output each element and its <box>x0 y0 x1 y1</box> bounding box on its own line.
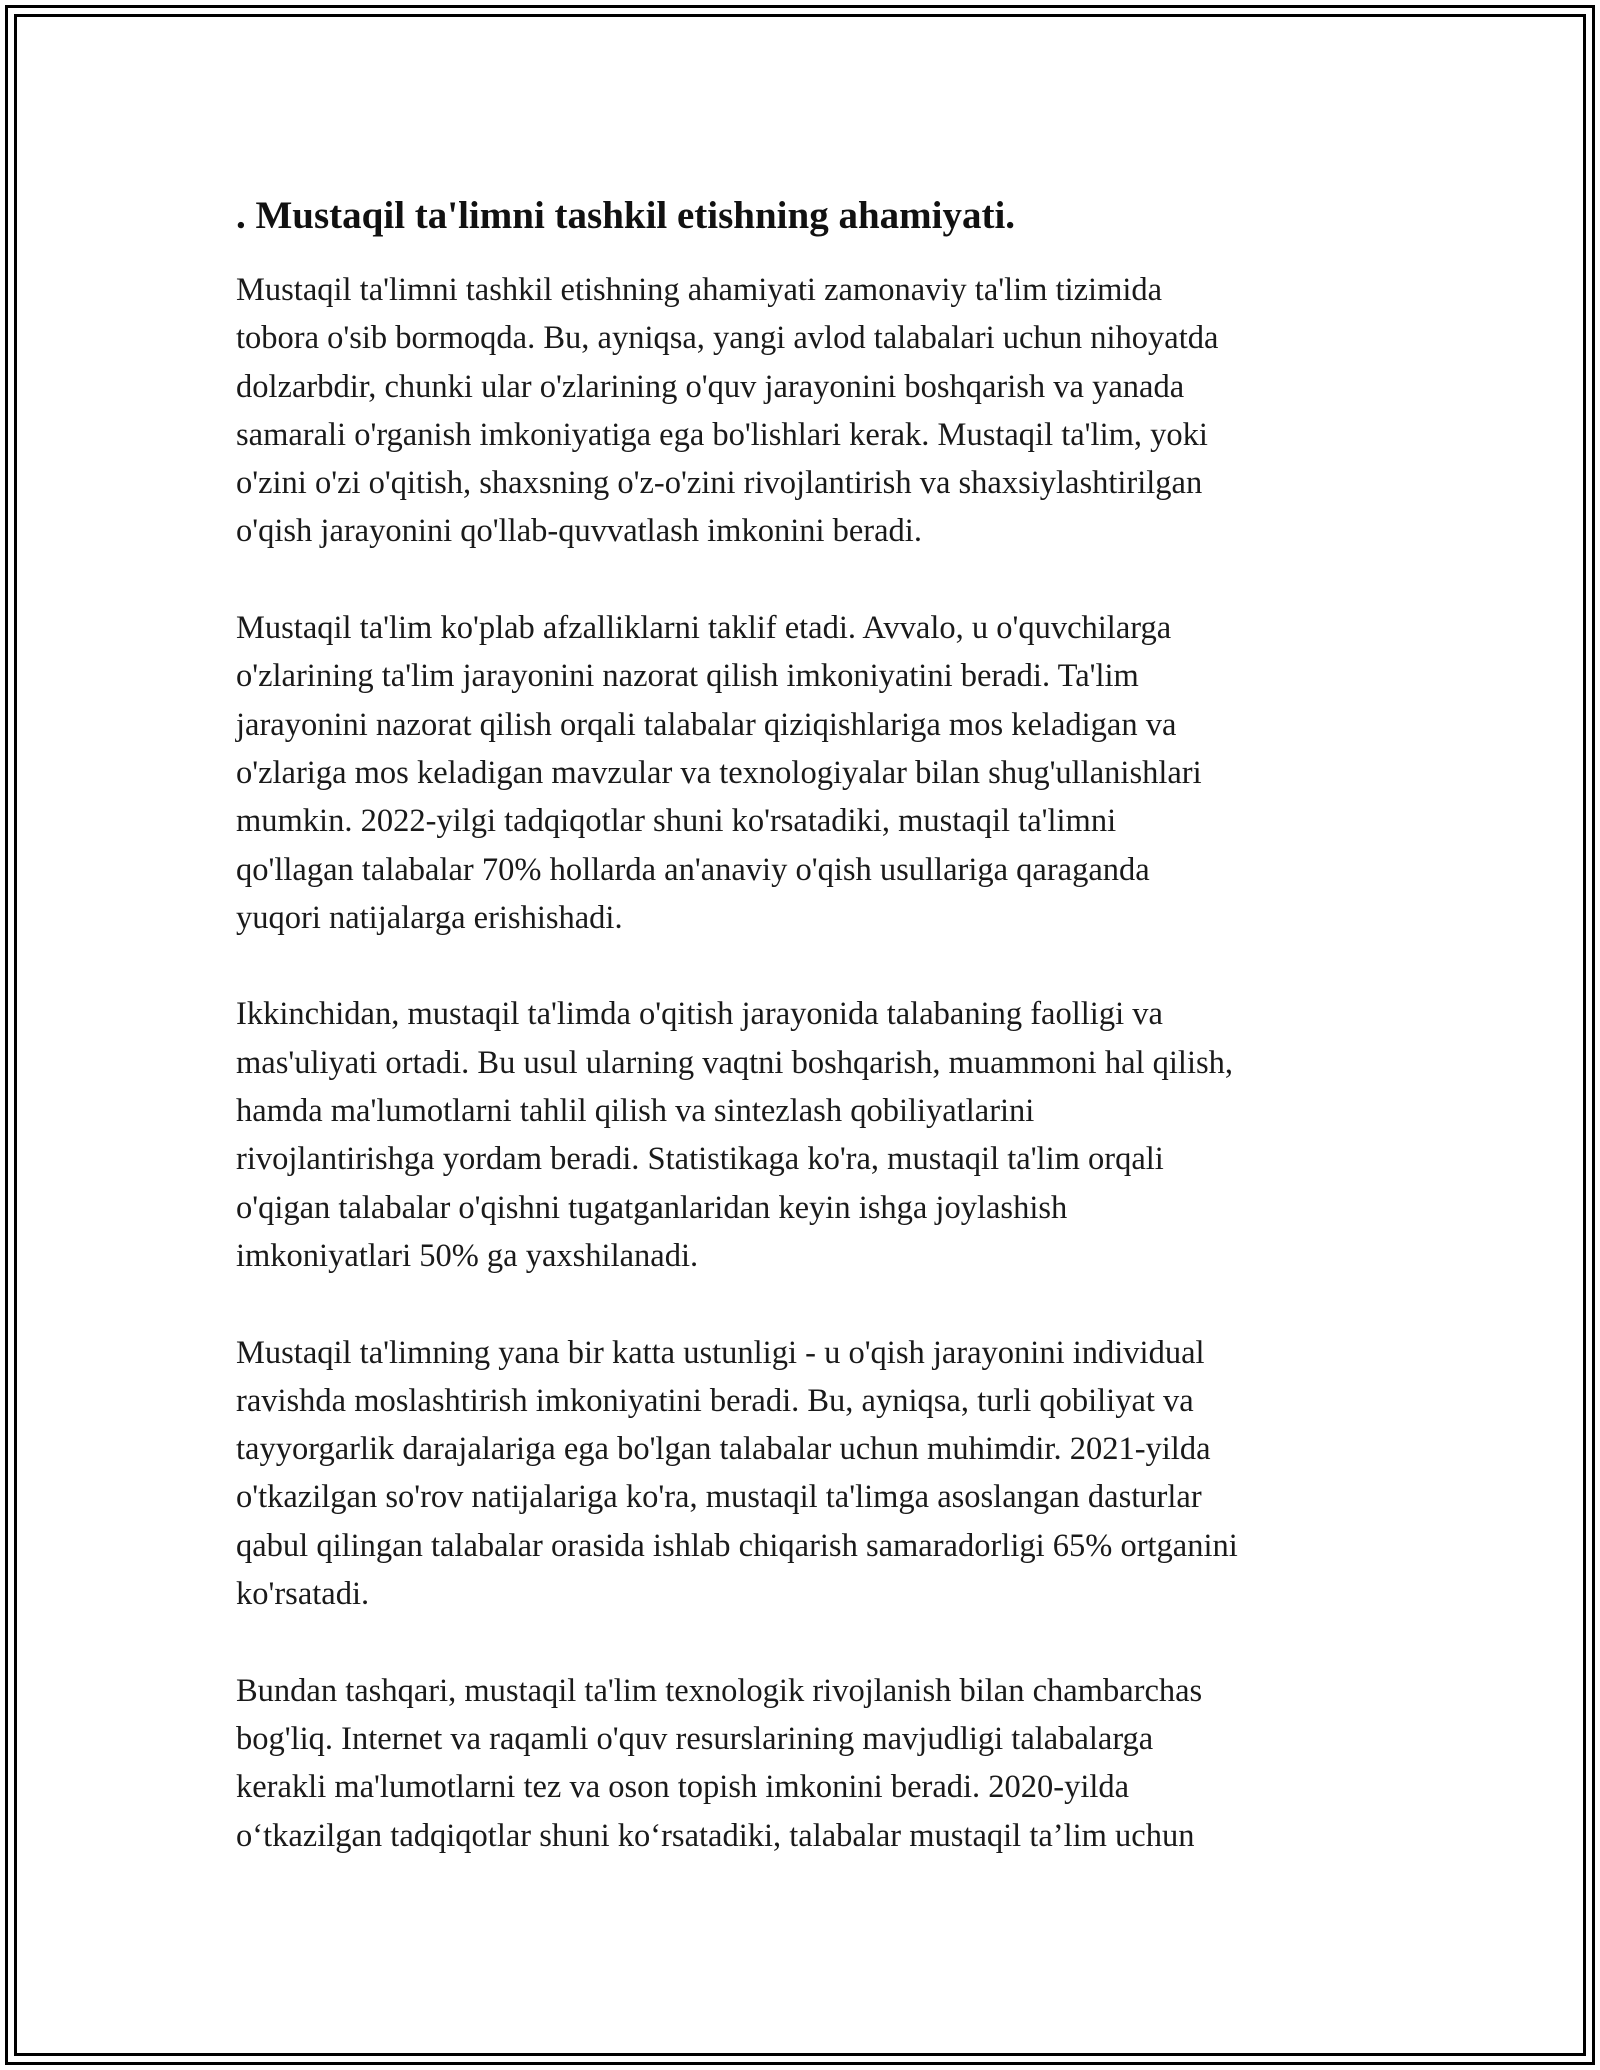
paragraph-5 <box>236 1667 1386 1860</box>
text-line: mas'uliyati ortadi. Bu usul ularning vaqtni boshqarish, muammoni hal qilish, <box>236 1044 1234 1081</box>
paragraph-2 <box>236 604 1386 942</box>
text-line: jarayonini nazorat qilish orqali talabalar qiziqishlariga mos keladigan va <box>236 706 1177 743</box>
text-line: samarali o'rganish imkoniyatiga ega bo'lishlari kerak. Mustaqil ta'lim, yoki <box>236 416 1208 453</box>
text-line: mumkin. 2022-yilgi tadqiqotlar shuni ko'rsatadiki, mustaqil ta'limni <box>236 803 1117 840</box>
text-line: hamda ma'lumotlarni tahlil qilish va sintezlash qobiliyatlarini <box>236 1093 1035 1130</box>
text-line: qabul qilingan talabalar orasida ishlab chiqarish samaradorligi 65% ortganini <box>236 1527 1238 1564</box>
text-line: Mustaqil ta'lim ko'plab afzalliklarni taklif etadi. Avvalo, u o'quvchilarga <box>236 610 1172 647</box>
text-line: tayyorgarlik darajalariga ega bo'lgan talabalar uchun muhimdir. 2021-yilda <box>236 1431 1211 1468</box>
text-line: o'qigan talabalar o'qishni tugatganlaridan keyin ishga joylashish <box>236 1189 1068 1226</box>
paragraph-3 <box>236 990 1386 1280</box>
text-line: dolzarbdir, chunki ular o'zlarining o'quv jarayonini boshqarish va yanada <box>236 368 1185 405</box>
document-title: . Mustaqil ta'limni tashkil etishning ahamiyati. <box>236 194 1016 237</box>
text-line: Ikkinchidan, mustaqil ta'limda o'qitish jarayonida talabaning faolligi va <box>236 996 1163 1033</box>
text-line: qo'llagan talabalar 70% hollarda an'anaviy o'qish usullariga qaraganda <box>236 851 1150 888</box>
text-line: Mustaqil ta'limni tashkil etishning ahamiyati zamonaviy ta'lim tizimida <box>236 272 1163 308</box>
text-line: tobora o'sib bormoqda. Bu, ayniqsa, yangi avlod talabalari uchun nihoyatda <box>236 320 1219 357</box>
paragraph-1 <box>236 266 1386 556</box>
text-line: bog'liq. Internet va raqamli o'quv resurslarining mavjudligi talabalarga <box>236 1720 1154 1757</box>
text-line: o'zini o'zi o'qitish, shaxsning o'z-o'zini rivojlantirish va shaxsiylashtirilgan <box>236 465 1203 502</box>
text-line: Mustaqil ta'limning yana bir katta ustunligi - u o'qish jarayonini individual <box>236 1334 1205 1371</box>
text-line: rivojlantirishga yordam beradi. Statistikaga ko'ra, mustaqil ta'lim orqali <box>236 1141 1164 1178</box>
text-line: kerakli ma'lumotlarni tez va oson topish imkonini beradi. 2020-yilda <box>236 1769 1130 1806</box>
text-line: o'zlariga mos keladigan mavzular va texnologiyalar bilan shug'ullanishlari <box>236 754 1202 791</box>
text-line: ravishda moslashtirish imkoniyatini beradi. Bu, ayniqsa, turli qobiliyat va <box>236 1382 1194 1419</box>
document-body <box>236 184 1386 1908</box>
text-line: o'qish jarayonini qo'llab-quvvatlash imkonini beradi. <box>236 513 922 550</box>
text-line: o'tkazilgan so'rov natijalariga ko'ra, mustaqil ta'limga asoslangan dasturlar <box>236 1479 1202 1516</box>
text-line: Bundan tashqari, mustaqil ta'lim texnologik rivojlanish bilan chambarchas <box>236 1672 1203 1709</box>
paragraph-4 <box>236 1329 1386 1619</box>
text-line: o‘tkazilgan tadqiqotlar shuni ko‘rsatadiki, talabalar mustaqil ta’lim uchun <box>236 1817 1195 1854</box>
text-line: yuqori natijalarga erishishadi. <box>236 899 623 936</box>
text-line: ko'rsatadi. <box>236 1576 370 1613</box>
text-line: imkoniyatlari 50% ga yaxshilanadi. <box>236 1237 699 1274</box>
text-line: o'zlarining ta'lim jarayonini nazorat qilish imkoniyatini beradi. Ta'lim <box>236 658 1139 695</box>
